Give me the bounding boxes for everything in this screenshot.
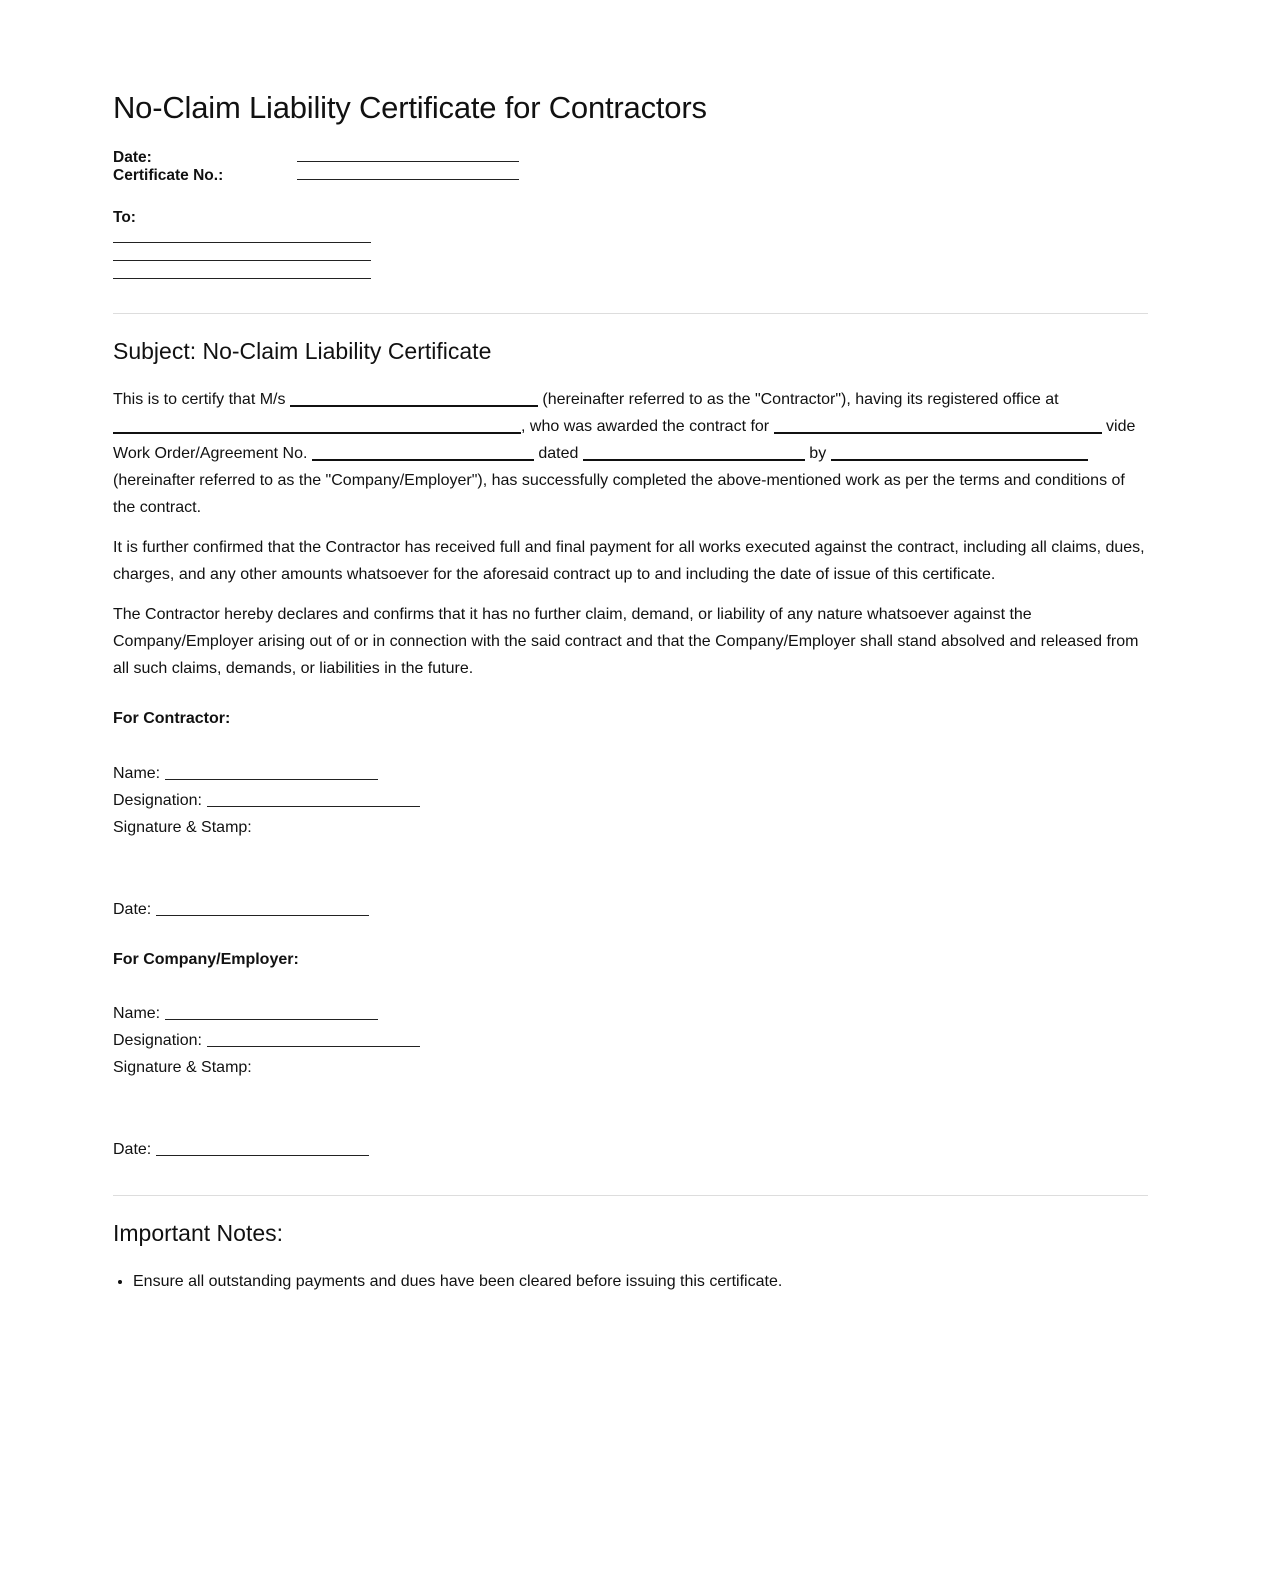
employer-name-signature-blank[interactable] <box>165 1005 378 1020</box>
divider-bottom <box>113 1195 1148 1196</box>
document-title: No-Claim Liability Certificate for Contractors <box>113 90 707 125</box>
certificate-no-blank[interactable] <box>297 179 519 180</box>
work-order-no-blank[interactable] <box>312 443 534 461</box>
p1-text-4: vide Work Order/Agreement No. <box>113 418 1136 462</box>
payment-confirmation-paragraph: It is further confirmed that the Contractor has received full and final payment for all works executed against the contract, including all claims, dues, charges, and any other amounts whatsoever for the aforesaid contract up to and including the date of issue of this certificate. <box>113 539 1145 583</box>
p1-text-7: (hereinafter referred to as the "Company/Employer"), has successfully completed the above-mentioned work as per the terms and conditions of the contract. <box>113 472 1125 516</box>
employer-date-blank[interactable] <box>156 1141 369 1156</box>
date-field-row <box>113 149 152 167</box>
work-order-date-blank[interactable] <box>583 443 805 461</box>
certificate-no-label: Certificate No.: <box>113 167 224 184</box>
contractor-date-row <box>113 901 369 921</box>
contractor-signature-label: Signature & Stamp: <box>113 819 252 836</box>
contractor-date-label: Date: <box>113 901 152 918</box>
p1-text-5: dated <box>538 445 579 462</box>
p1-text-3: , who was awarded the contract for <box>521 418 770 435</box>
address-line-1[interactable] <box>113 242 371 243</box>
note-item: • Ensure all outstanding payments and dues have been cleared before issuing this certificate. <box>133 1271 782 1293</box>
certificate-no-row <box>113 167 223 185</box>
employer-designation-label: Designation: <box>113 1032 202 1049</box>
contractor-signature-row <box>113 819 252 839</box>
notes-heading: Important Notes: <box>113 1220 284 1246</box>
employer-section-heading: For Company/Employer: <box>113 951 299 968</box>
p1-text-1: This is to certify that M/s <box>113 391 286 408</box>
contractor-name-row <box>113 765 378 785</box>
employer-signature-row <box>113 1059 252 1079</box>
to-label: To: <box>113 209 136 226</box>
contractor-designation-blank[interactable] <box>207 792 420 807</box>
contractor-section-heading: For Contractor: <box>113 710 231 727</box>
subject-heading: Subject: No-Claim Liability Certificate <box>113 338 492 364</box>
contractor-name-label: Name: <box>113 765 161 782</box>
contractor-name-blank[interactable] <box>290 389 538 407</box>
certification-paragraph <box>113 386 1148 521</box>
employer-designation-blank[interactable] <box>207 1032 420 1047</box>
contract-description-blank[interactable] <box>774 416 1102 434</box>
date-blank[interactable] <box>297 161 519 162</box>
p1-text-2: (hereinafter referred to as the "Contractor"), having its registered office at <box>542 391 1059 408</box>
employer-date-label: Date: <box>113 1141 152 1158</box>
employer-designation-row <box>113 1032 420 1052</box>
contractor-designation-row <box>113 792 420 812</box>
divider-top <box>113 313 1148 314</box>
date-label: Date: <box>113 149 152 166</box>
p1-text-6: by <box>809 445 827 462</box>
registered-office-blank[interactable] <box>113 416 521 434</box>
address-line-3[interactable] <box>113 278 371 279</box>
employer-name-label: Name: <box>113 1005 161 1022</box>
address-line-2[interactable] <box>113 260 371 261</box>
notes-list <box>113 1271 782 1293</box>
employer-name-row <box>113 1005 378 1025</box>
contractor-designation-label: Designation: <box>113 792 202 809</box>
no-claim-declaration-paragraph: The Contractor hereby declares and confirms that it has no further claim, demand, or liability of any nature whatsoever against the Company/Employer arising out of or in connection with the said contract and that the Company/Employer shall stand absolved and released from all such claims, demands, or liabilities in the future. <box>113 606 1139 677</box>
contractor-name-signature-blank[interactable] <box>165 765 378 780</box>
employer-name-blank[interactable] <box>831 443 1088 461</box>
employer-signature-label: Signature & Stamp: <box>113 1059 252 1076</box>
contractor-date-blank[interactable] <box>156 901 369 916</box>
employer-date-row <box>113 1141 369 1161</box>
